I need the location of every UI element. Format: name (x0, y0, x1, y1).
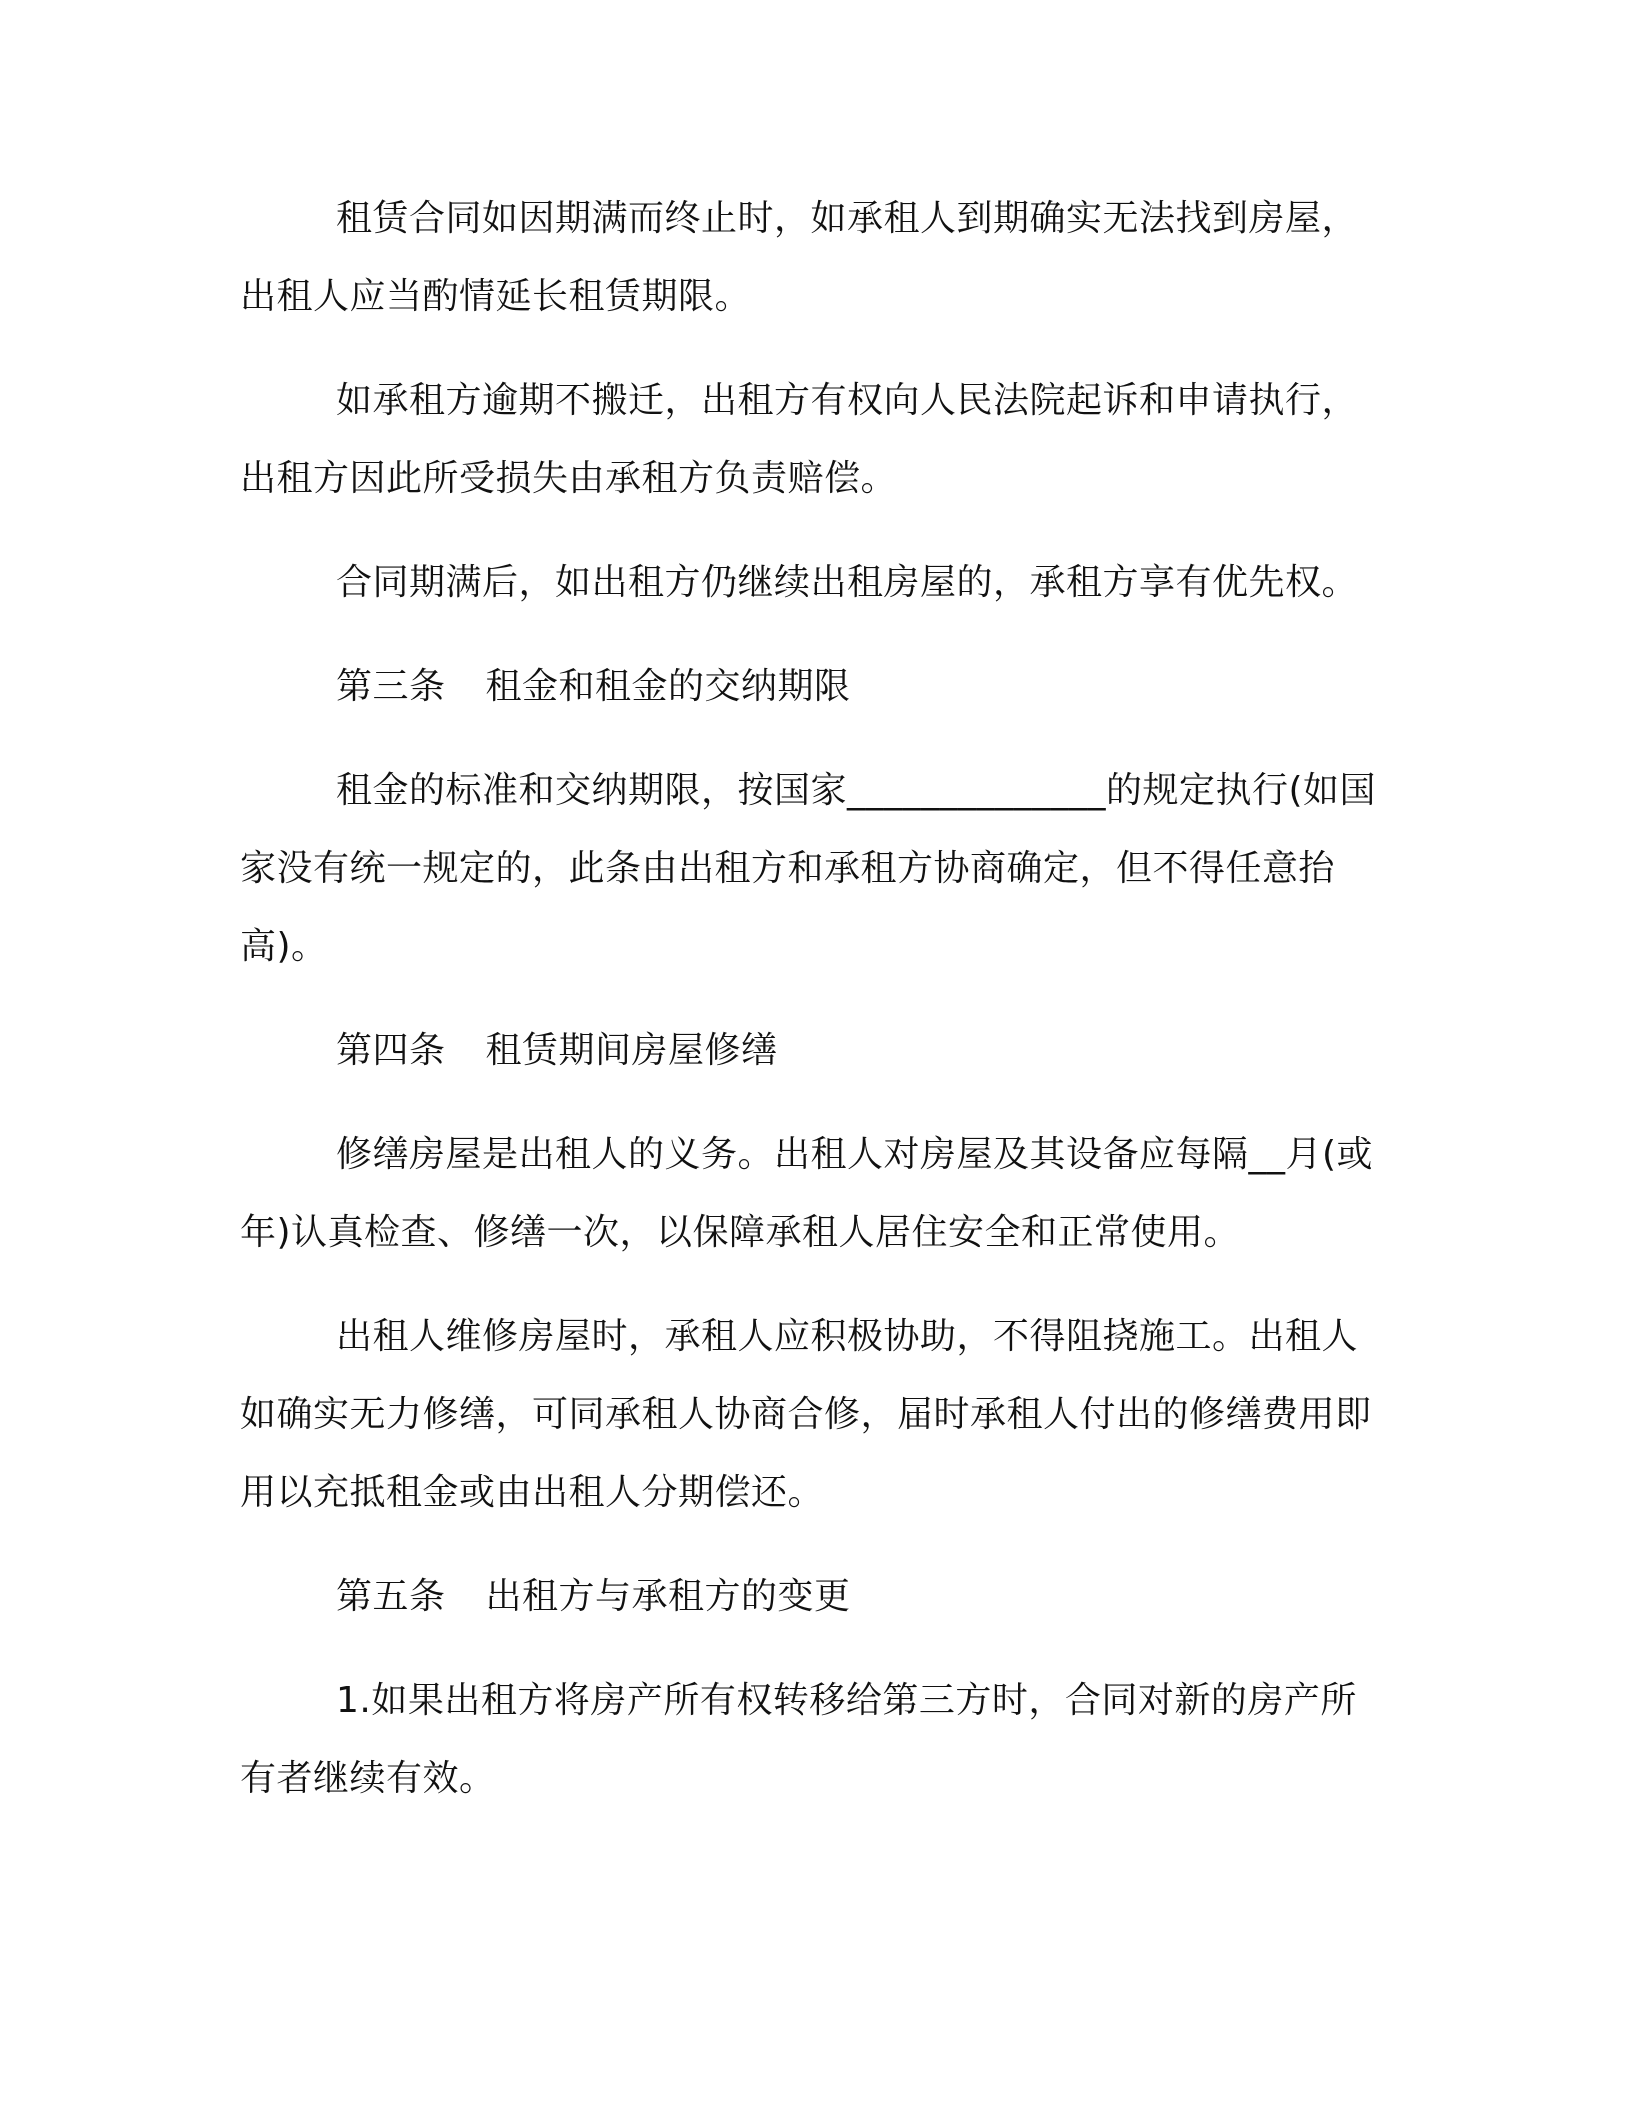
paragraph-overdue-vacating: 如承租方逾期不搬迁，出租方有权向人民法院起诉和申请执行，出租方因此所受损失由承租方负责赔偿。 (240, 380, 1359, 499)
paragraph-lease-expiry-extension: 租赁合同如因期满而终止时，如承租人到期确实无法找到房屋，出租人应当酌情延长租赁期限。 (240, 198, 1359, 317)
article-3-title: 租金和租金的交纳期限 (485, 666, 851, 707)
article-3-number: 第三条 (336, 666, 446, 707)
article-5-title: 出租方与承租方的变更 (485, 1576, 851, 1617)
article-5-number: 第五条 (336, 1576, 446, 1617)
paragraph-repair-cooperation: 出租人维修房屋时，承租人应积极协助，不得阻挠施工。出租人如确实无力修缮，可同承租人协商合修，届时承租人付出的修缮费用即用以充抵租金或由出租人分期偿还。 (240, 1316, 1372, 1513)
article-4-number: 第四条 (336, 1030, 446, 1071)
document-body (240, 180, 1390, 1844)
article-4-heading (240, 1012, 1390, 1090)
article-5-heading (240, 1558, 1390, 1636)
paragraph-rent-standard: 租金的标准和交纳期限，按国家______________的规定执行(如国家没有统一规定的，此条由出租方和承租方协商确定，但不得任意抬高)。 (240, 770, 1377, 967)
paragraph-priority-right: 合同期满后，如出租方仍继续出租房屋的，承租方享有优先权。 (336, 562, 1359, 603)
article-3-heading (240, 648, 1390, 726)
article-4-title: 租赁期间房屋修缮 (485, 1030, 778, 1071)
paragraph-ownership-transfer: 1.如果出租方将房产所有权转移给第三方时，合同对新的房产所有者继续有效。 (240, 1680, 1357, 1799)
paragraph-repair-obligation: 修缮房屋是出租人的义务。出租人对房屋及其设备应每隔__月(或年)认真检查、修缮一次，以保障承租人居住安全和正常使用。 (240, 1134, 1374, 1253)
